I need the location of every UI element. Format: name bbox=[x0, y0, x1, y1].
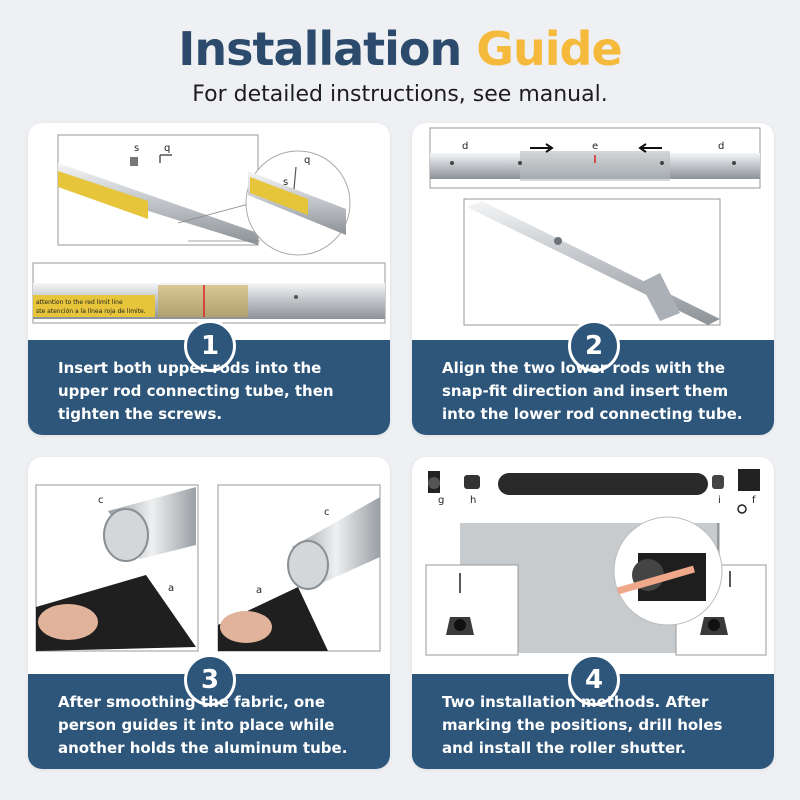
label-d-left: d bbox=[462, 141, 469, 152]
step-number-badge: 2 bbox=[568, 320, 620, 372]
end-cap-i-icon bbox=[712, 475, 724, 489]
rod-hole bbox=[660, 161, 664, 165]
step-number-badge: 3 bbox=[184, 654, 236, 706]
step-caption: Insert both upper rods into the upper rod connecting tube, then tighten the screws. bbox=[58, 359, 334, 423]
label-c-left: c bbox=[98, 495, 104, 506]
label-a-right: a bbox=[256, 585, 263, 596]
roller-tube bbox=[498, 473, 708, 495]
step-card-2 bbox=[412, 123, 774, 435]
label-f: f bbox=[752, 495, 756, 506]
tube-end bbox=[104, 509, 148, 561]
title-accent: Guide bbox=[476, 22, 622, 76]
label-a-left: a bbox=[168, 583, 175, 594]
label-s: s bbox=[134, 143, 140, 154]
step-number-badge: 1 bbox=[184, 320, 236, 372]
hand-right bbox=[220, 611, 272, 643]
label-q: q bbox=[164, 143, 171, 154]
end-cap-h-icon bbox=[464, 475, 480, 489]
method-left-frame bbox=[426, 565, 518, 655]
bracket-hole bbox=[428, 477, 440, 489]
rod-hole bbox=[518, 161, 522, 165]
tube-end bbox=[288, 541, 328, 589]
set-screw-icon bbox=[130, 157, 138, 166]
screw-hole bbox=[294, 295, 298, 299]
step-caption: After smoothing the fabric, one person guides it into place while another holds the aluminum tube. bbox=[58, 693, 348, 757]
step-card-4 bbox=[412, 457, 774, 769]
bracket-f-icon bbox=[738, 469, 760, 491]
hand-left bbox=[38, 604, 98, 640]
step-caption: Two installation methods. After marking the positions, drill holes and install the roller shutter. bbox=[442, 693, 723, 757]
step-card-3 bbox=[28, 457, 390, 769]
bracket-hole bbox=[708, 619, 720, 631]
label-d-right: d bbox=[718, 141, 725, 152]
sticker-text-2: ste atención a la línea roja de límite. bbox=[36, 308, 146, 315]
page-title bbox=[0, 22, 800, 76]
rod-hole bbox=[732, 161, 736, 165]
step-caption: Align the two lower rods with the snap-fit direction and insert them into the lower rod connecting tube. bbox=[442, 359, 743, 423]
title-main: Installation bbox=[178, 22, 462, 76]
label-i: i bbox=[718, 495, 721, 506]
label-q-zoom: q bbox=[304, 155, 311, 166]
label-c-right: c bbox=[324, 507, 330, 518]
connecting-tube bbox=[158, 285, 248, 317]
snap-button bbox=[554, 237, 562, 245]
step-card-1 bbox=[28, 123, 390, 435]
bracket-hole bbox=[454, 619, 466, 631]
step-number-badge: 4 bbox=[568, 654, 620, 706]
chain-ring-icon bbox=[738, 505, 746, 513]
rod-hole bbox=[450, 161, 454, 165]
sticker-text-1: attention to the red limit line bbox=[36, 299, 123, 306]
label-s-zoom: s bbox=[283, 177, 289, 188]
page-subtitle: For detailed instructions, see manual. bbox=[192, 82, 608, 107]
label-g: g bbox=[438, 495, 445, 506]
label-h: h bbox=[470, 495, 477, 506]
label-e: e bbox=[592, 141, 599, 152]
